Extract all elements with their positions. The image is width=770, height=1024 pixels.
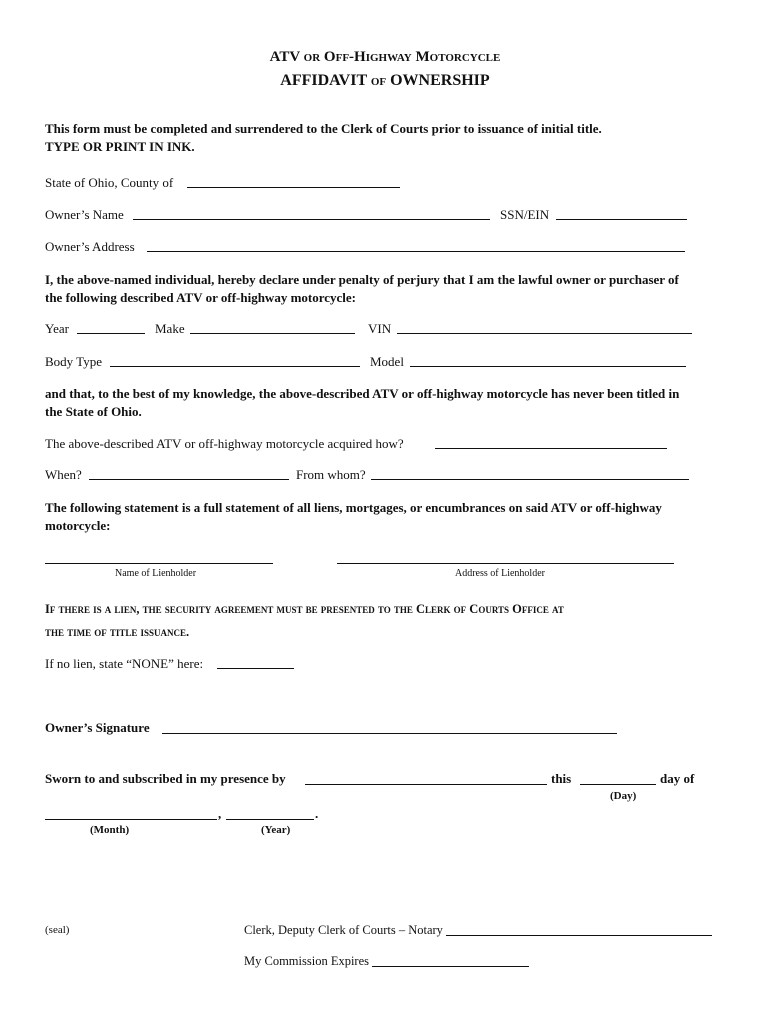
vin-field[interactable] bbox=[397, 322, 692, 334]
intro-text: This form must be completed and surrendered to the Clerk of Courts prior to issuance of initial title. bbox=[45, 121, 602, 136]
comma-separator: , bbox=[218, 806, 222, 821]
lien-notice-2: the time of title issuance. bbox=[45, 625, 190, 639]
county-field[interactable] bbox=[187, 176, 400, 188]
lienholder-name-caption: Name of Lienholder bbox=[115, 568, 197, 579]
ssn-label: SSN/EIN bbox=[500, 207, 550, 222]
month-caption: (Month) bbox=[90, 824, 130, 836]
month-field[interactable] bbox=[45, 808, 217, 820]
owner-name-field[interactable] bbox=[133, 208, 490, 220]
title-line-1: ATV or Off-Highway Motorcycle bbox=[269, 49, 501, 65]
lienholder-address-caption: Address of Lienholder bbox=[455, 568, 545, 579]
day-of-label: day of bbox=[660, 771, 695, 786]
when-field[interactable] bbox=[89, 468, 289, 480]
clerk-signature-field[interactable] bbox=[446, 924, 712, 936]
year-label: Year bbox=[45, 321, 69, 336]
no-lien-label: If no lien, state “NONE” here: bbox=[45, 656, 204, 671]
liens-text-2: motorcycle: bbox=[45, 518, 111, 533]
year-caption: (Year) bbox=[261, 824, 291, 836]
period-separator: . bbox=[315, 806, 319, 821]
acquired-how-field[interactable] bbox=[435, 437, 667, 449]
make-label: Make bbox=[155, 321, 185, 336]
sworn-by-field[interactable] bbox=[305, 773, 547, 785]
year-field-sworn[interactable] bbox=[226, 808, 314, 820]
never-titled-text: and that, to the best of my knowledge, the above-described ATV or off-highway motorcycle has never been titled in bbox=[45, 386, 680, 401]
vin-label: VIN bbox=[368, 321, 392, 336]
when-label: When? bbox=[45, 467, 82, 482]
this-label: this bbox=[551, 771, 572, 786]
owner-address-label: Owner’s Address bbox=[45, 239, 135, 254]
state-county-label: State of Ohio, County of bbox=[45, 175, 174, 190]
make-field[interactable] bbox=[190, 322, 355, 334]
title-line-2: AFFIDAVIT of OWNERSHIP bbox=[280, 72, 490, 89]
day-caption: (Day) bbox=[610, 790, 637, 802]
owner-address-field[interactable] bbox=[147, 240, 685, 252]
model-field[interactable] bbox=[410, 355, 686, 367]
intro-instruction: TYPE OR PRINT IN INK. bbox=[45, 139, 195, 154]
lienholder-address-field[interactable] bbox=[337, 552, 674, 564]
sworn-label: Sworn to and subscribed in my presence by bbox=[45, 771, 286, 786]
year-field[interactable] bbox=[77, 322, 145, 334]
day-field[interactable] bbox=[580, 773, 656, 785]
owner-signature-label: Owner’s Signature bbox=[45, 720, 150, 735]
no-lien-field[interactable] bbox=[217, 657, 294, 669]
clerk-label: Clerk, Deputy Clerk of Courts – Notary bbox=[244, 923, 443, 937]
seal-label: (seal) bbox=[45, 924, 70, 936]
acquired-how-label: The above-described ATV or off-highway motorcycle acquired how? bbox=[45, 436, 404, 451]
from-whom-label: From whom? bbox=[296, 467, 366, 482]
ssn-field[interactable] bbox=[556, 208, 687, 220]
body-type-field[interactable] bbox=[110, 355, 360, 367]
owner-signature-field[interactable] bbox=[162, 722, 617, 734]
body-type-label: Body Type bbox=[45, 354, 102, 369]
model-label: Model bbox=[370, 354, 404, 369]
lien-notice: If there is a lien, the security agreement must be presented to the Clerk of Courts Office at bbox=[45, 602, 564, 616]
lienholder-name-field[interactable] bbox=[45, 552, 273, 564]
never-titled-text-2: the State of Ohio. bbox=[45, 404, 142, 419]
owner-name-label: Owner’s Name bbox=[45, 207, 124, 222]
liens-text: The following statement is a full statement of all liens, mortgages, or encumbrances on said ATV or off-highway bbox=[45, 500, 662, 515]
declaration-text-2: the following described ATV or off-highway motorcycle: bbox=[45, 290, 357, 305]
commission-label: My Commission Expires bbox=[244, 954, 370, 968]
declaration-text: I, the above-named individual, hereby declare under penalty of perjury that I am the lawful owner or purchaser of bbox=[45, 272, 679, 287]
commission-expires-field[interactable] bbox=[372, 955, 529, 967]
from-whom-field[interactable] bbox=[371, 468, 689, 480]
